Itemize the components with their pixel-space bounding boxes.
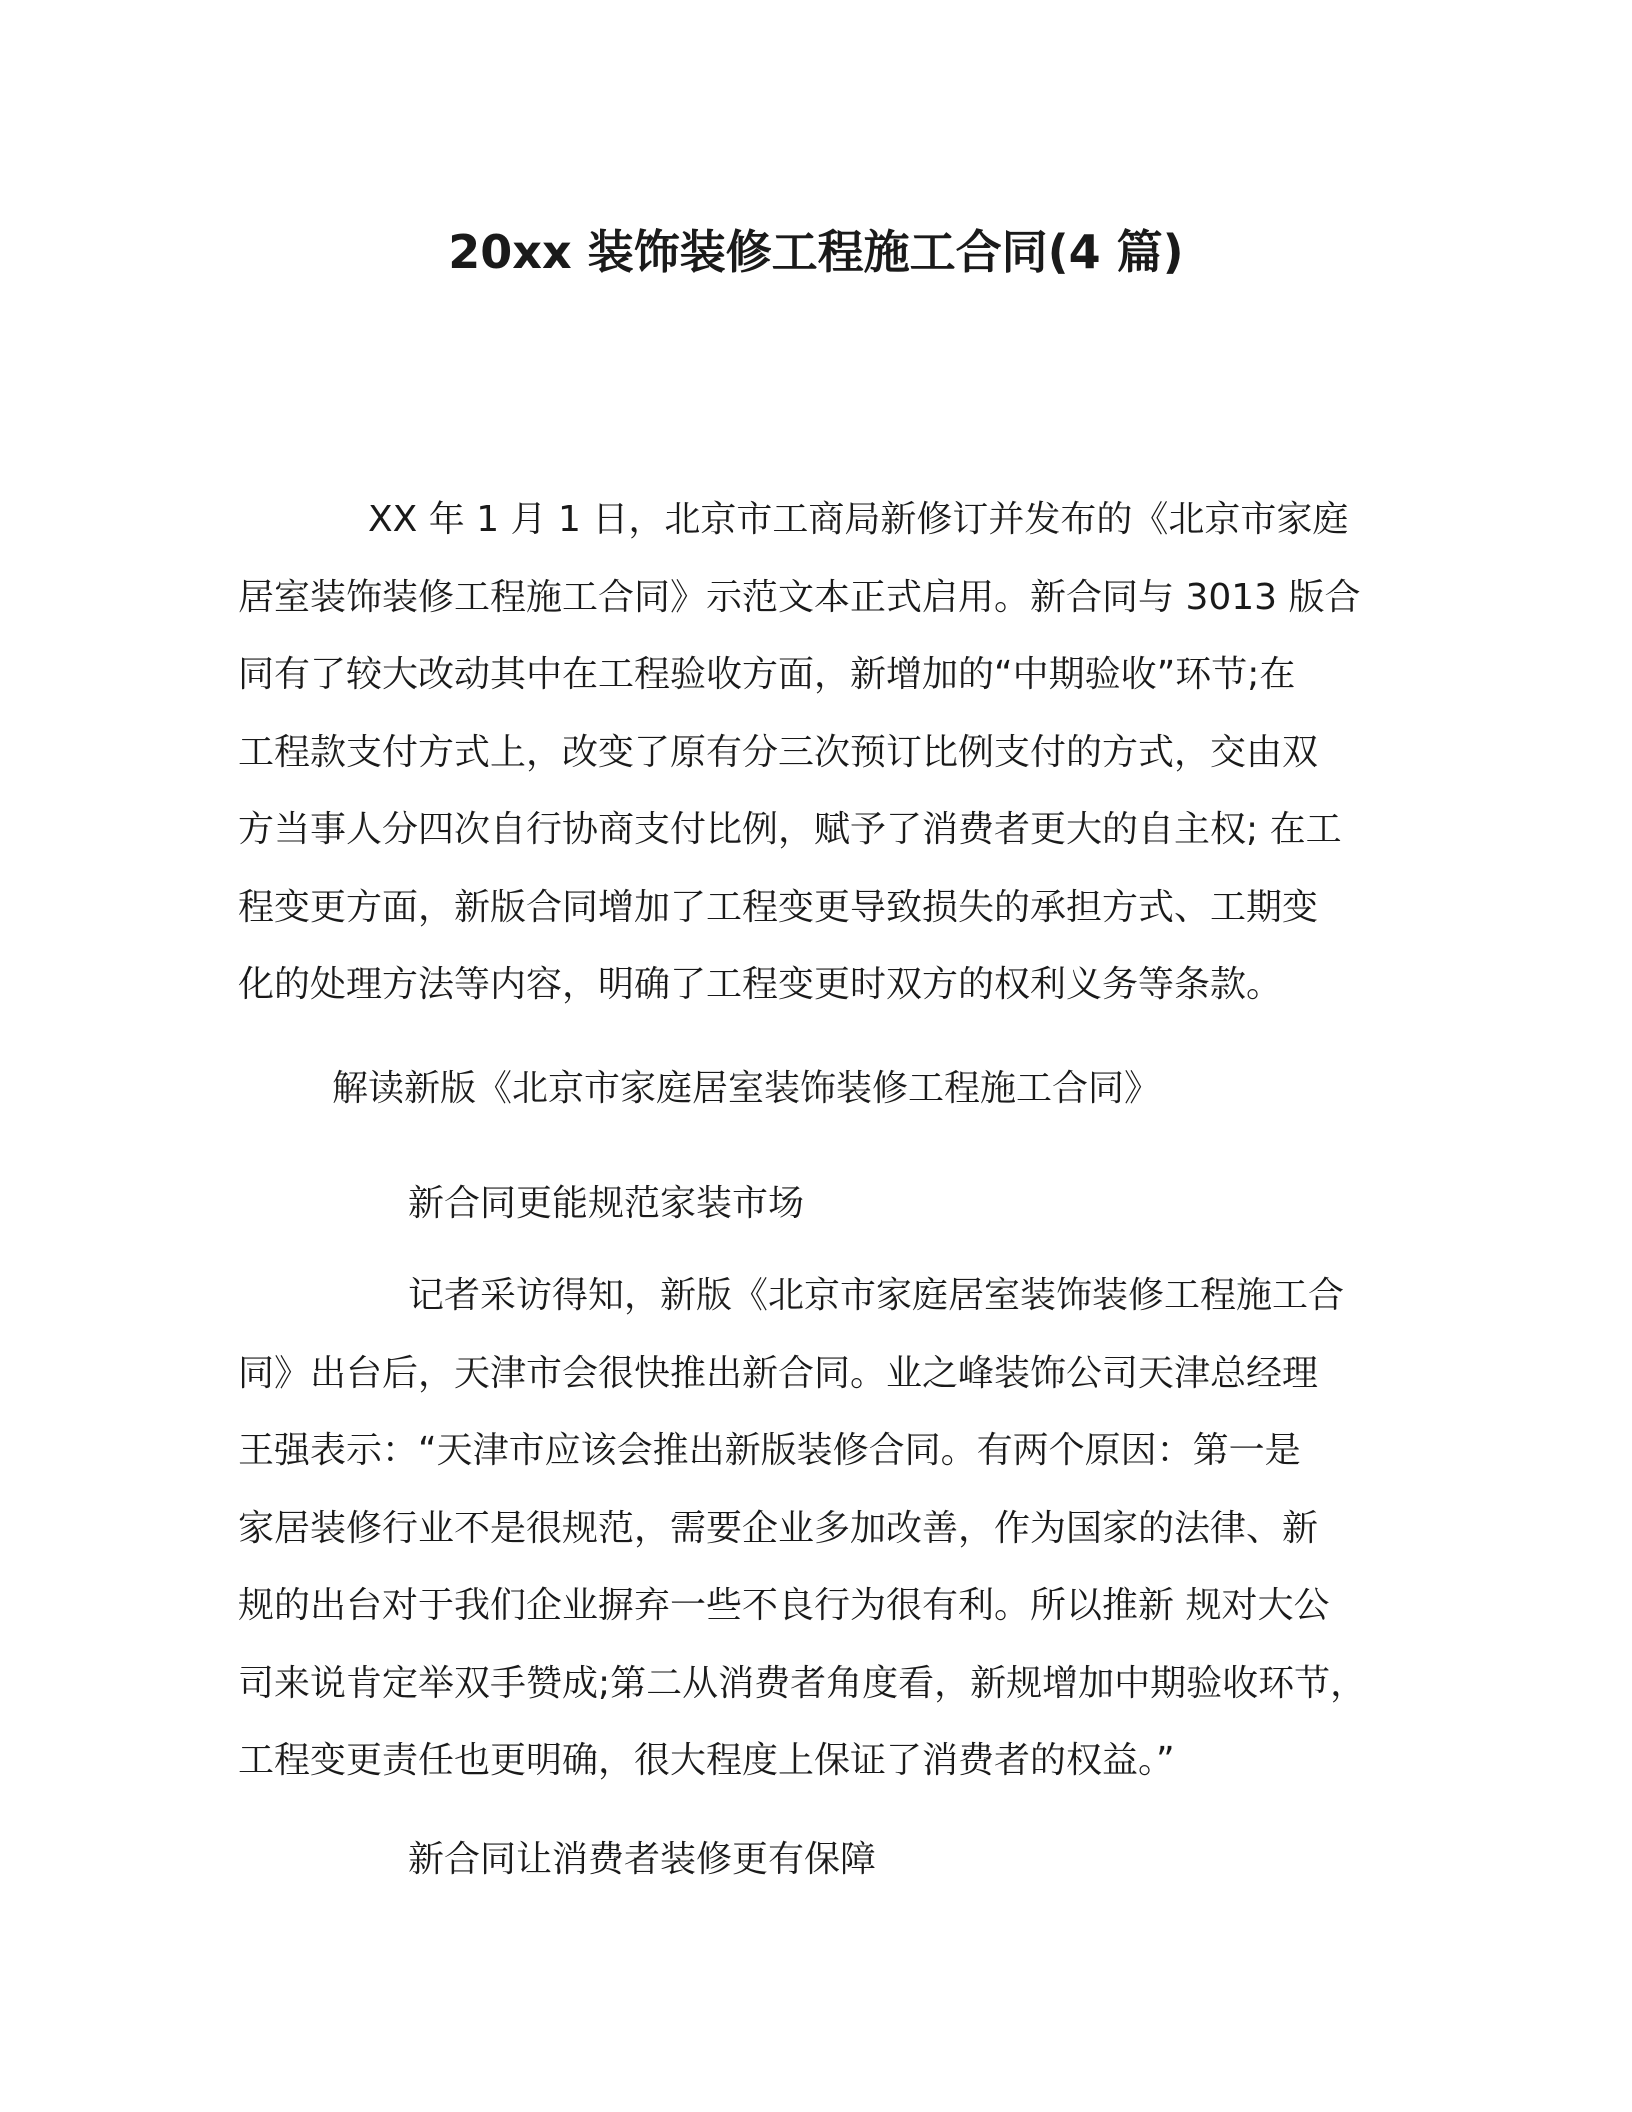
paragraph-intro: [238, 481, 1398, 1024]
paragraph-line: 工程款支付方式上，改变了原有分三次预订比例支付的方式，交由双: [238, 731, 1319, 773]
paragraph-line: 化的处理方法等内容，明确了工程变更时双方的权利义务等条款。: [238, 964, 1283, 1005]
paragraph-line: 程变更方面，新版合同增加了工程变更导致损失的承担方式、工期变: [238, 886, 1319, 928]
section-heading-interpretation: 解读新版《北京市家庭居室装饰装修工程施工合同》: [332, 1068, 1161, 1109]
section-heading-protection: 新合同让消费者装修更有保障: [408, 1839, 877, 1880]
paragraph-line: 家居装修行业不是很规范，需要企业多加改善，作为国家的法律、新: [238, 1507, 1319, 1549]
paragraph-line: 规的出台对于我们企业摒弃一些不良行为很有利。所以推新 规对大公: [238, 1585, 1330, 1626]
paragraph-interview: [238, 1257, 1398, 1800]
section-heading-market: 新合同更能规范家装市场: [408, 1183, 805, 1224]
paragraph-line: 同》出台后，天津市会很快推出新合同。业之峰装饰公司天津总经理: [238, 1352, 1319, 1394]
paragraph-line: 同有了较大改动其中在工程验收方面，新增加的“中期验收”环节;在: [238, 654, 1296, 695]
paragraph-line: 司来说肯定举双手赞成;第二从消费者角度看，新规增加中期验收环节，: [238, 1662, 1367, 1704]
document-title: 20xx 装饰装修工程施工合同(4 篇): [448, 225, 1184, 279]
paragraph-line: 工程变更责任也更明确，很大程度上保证了消费者的权益。”: [238, 1740, 1175, 1781]
paragraph-line: 王强表示：“天津市应该会推出新版装修合同。有两个原因：第一是: [238, 1430, 1301, 1471]
paragraph-line: 记者采访得知，新版《北京市家庭居室装饰装修工程施工合: [408, 1275, 1345, 1316]
paragraph-line: 居室装饰装修工程施工合同》示范文本正式启用。新合同与 3013 版合: [238, 576, 1361, 618]
paragraph-line: 方当事人分四次自行协商支付比例，赋予了消费者更大的自主权; 在工: [238, 809, 1342, 850]
paragraph-line: XX 年 1 月 1 日，北京市工商局新修订并发布的《北京市家庭: [368, 499, 1349, 540]
